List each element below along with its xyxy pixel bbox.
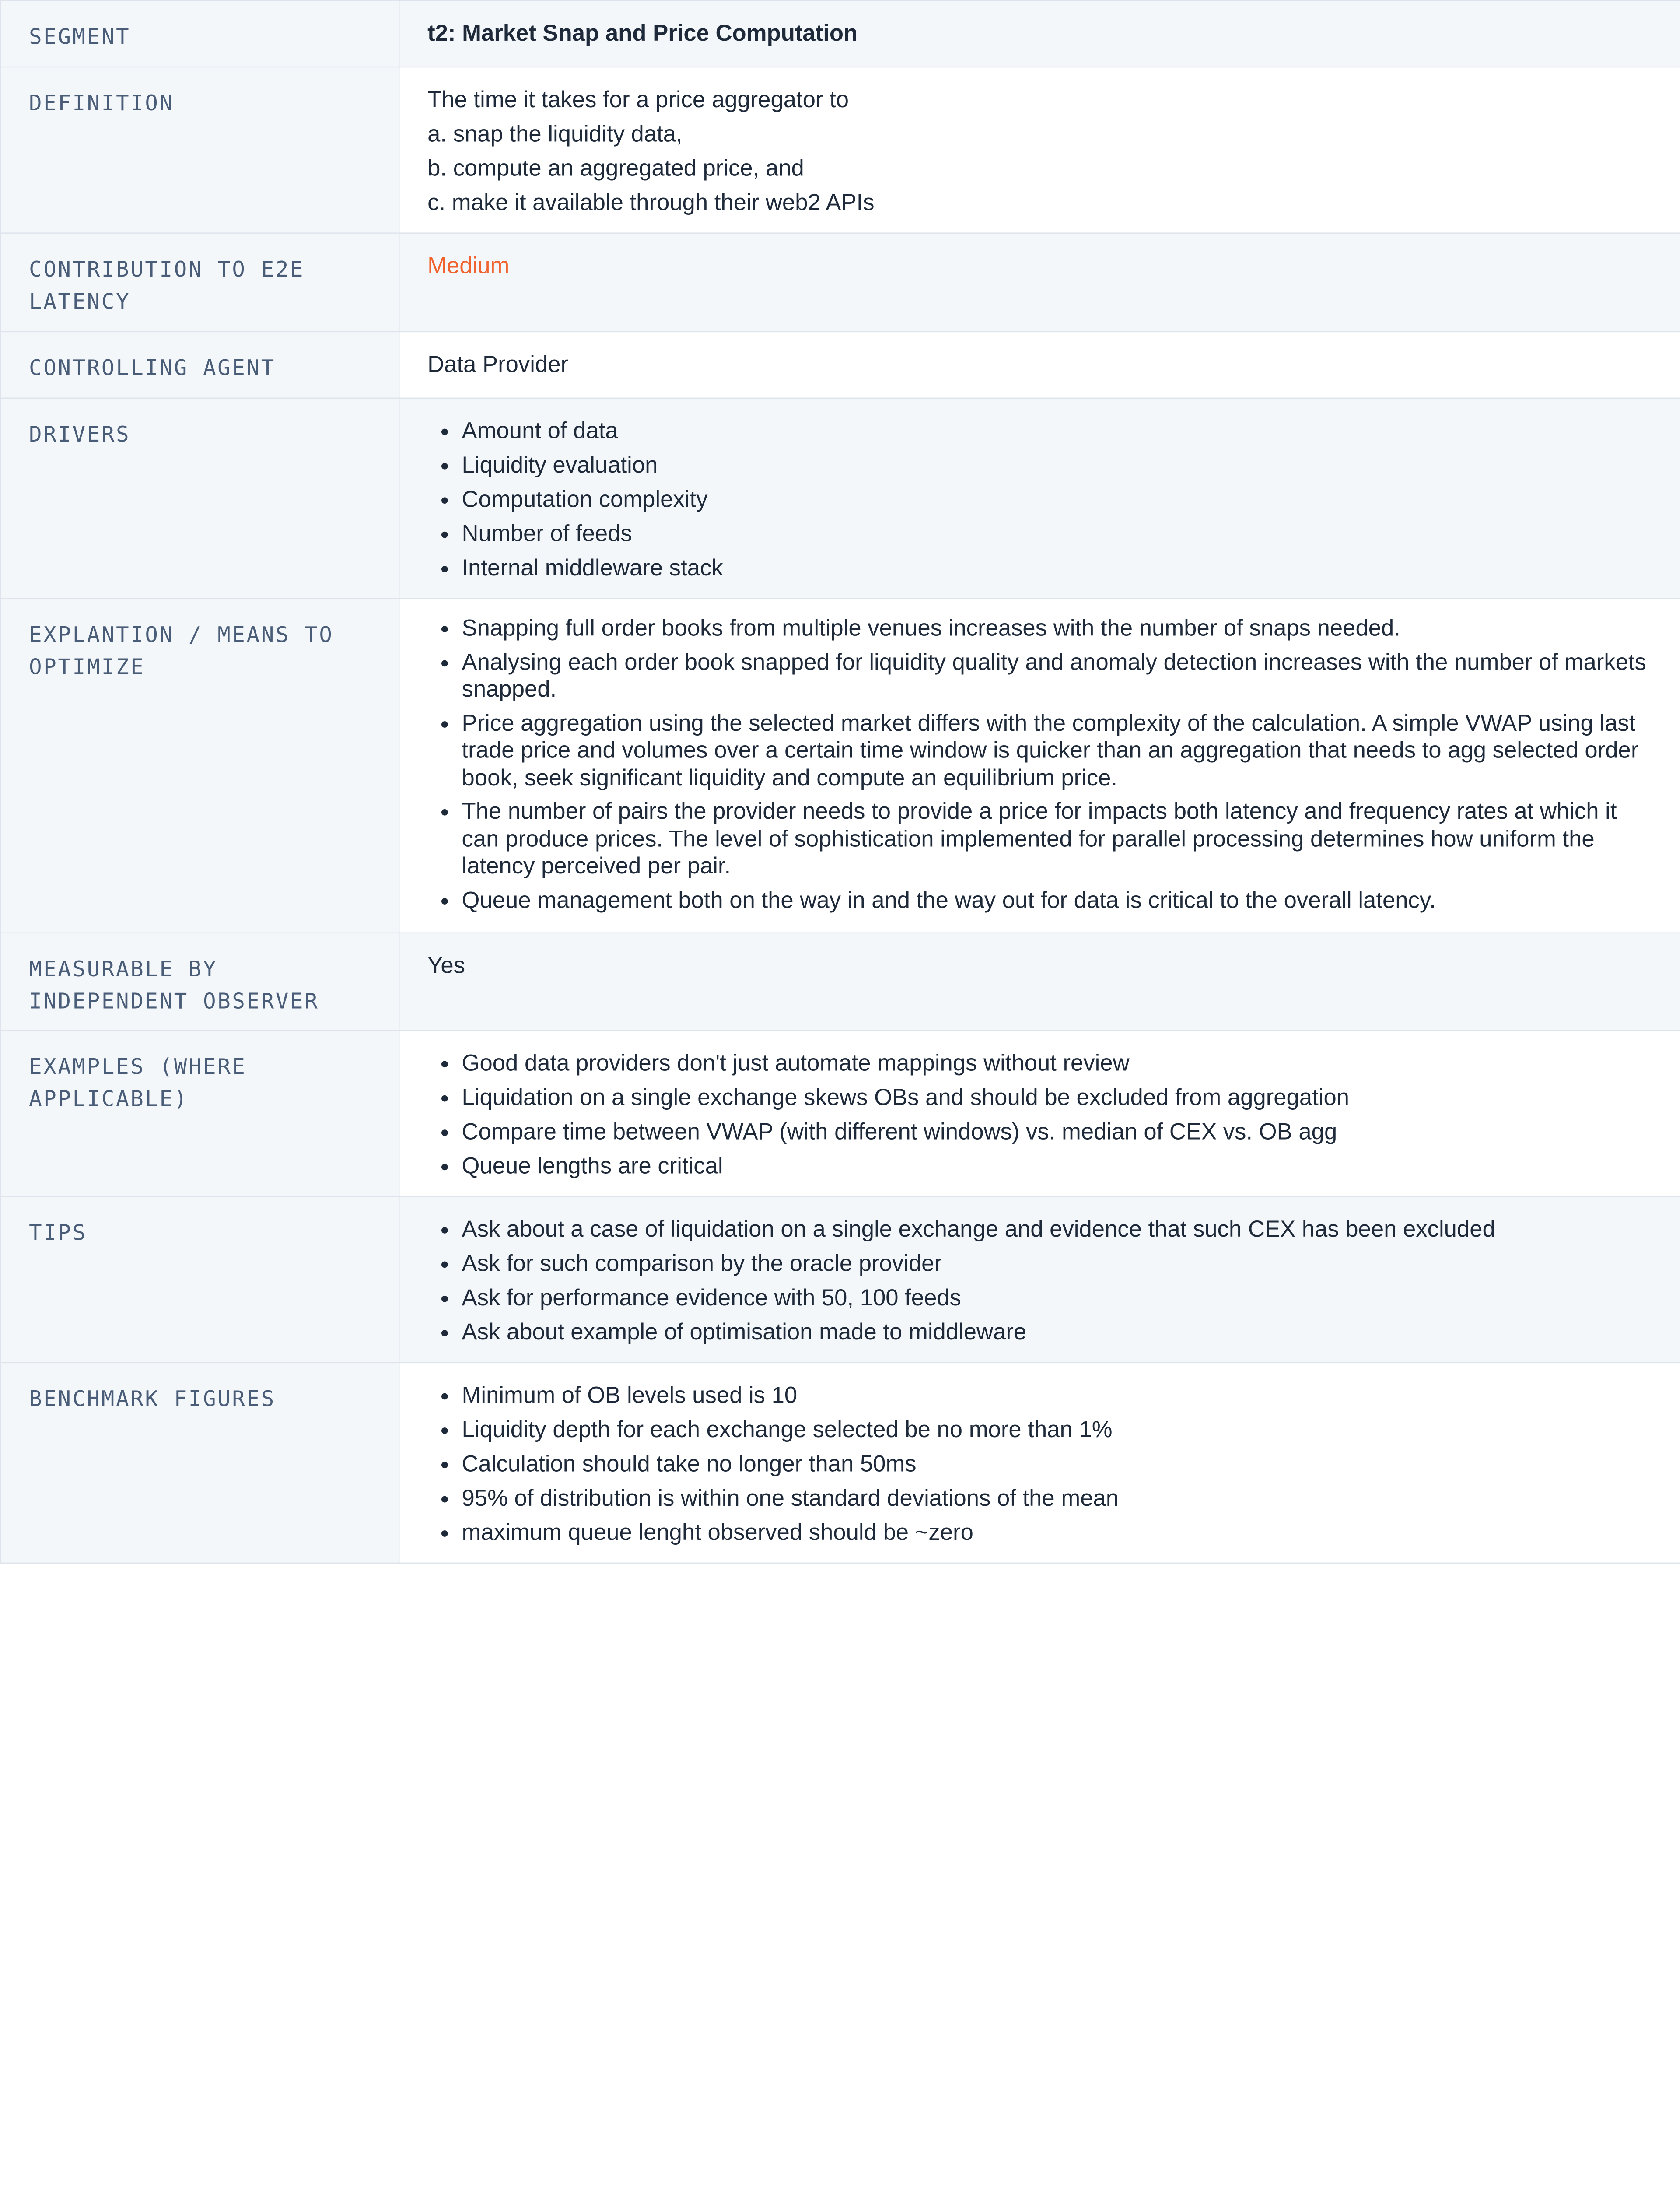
contribution-level: Medium xyxy=(427,252,510,279)
row-value xyxy=(399,233,1680,332)
row-value xyxy=(399,1031,1680,1197)
list-item: • Queue lengths are critical xyxy=(462,1149,1659,1183)
explanation-list xyxy=(427,612,1659,917)
definition-line: The time it takes for a price aggregator to xyxy=(427,87,849,113)
row-label: BENCHMARK FIGURES xyxy=(0,1363,399,1563)
row-value xyxy=(399,0,1680,67)
list-item: • Number of feeds xyxy=(462,516,1659,551)
table-row xyxy=(0,599,1680,933)
row-label: EXPLANTION / MEANS TO OPTIMIZE xyxy=(0,599,399,933)
row-label: EXAMPLES (WHERE APPLICABLE) xyxy=(0,1031,399,1197)
list-item: • Good data providers don't just automate mappings without review xyxy=(462,1046,1659,1080)
segment-title: t2: Market Snap and Price Computation xyxy=(427,20,858,46)
list-item: • Ask about a case of liquidation on a single exchange and evidence that such CEX has been excluded xyxy=(462,1212,1659,1246)
row-label: DRIVERS xyxy=(0,398,399,599)
list-item: • Minimum of OB levels used is 10 xyxy=(462,1378,1659,1412)
row-value: Data Provider xyxy=(399,332,1680,398)
row-value xyxy=(399,599,1680,933)
examples-list xyxy=(427,1046,1659,1183)
definition-line: b. compute an aggregated price, and xyxy=(427,155,804,181)
list-item: • Snapping full order books from multiple venues increases with the number of snaps needed. xyxy=(462,612,1659,645)
row-label: TIPS xyxy=(0,1196,399,1363)
list-item: • Ask for such comparison by the oracle provider xyxy=(462,1246,1659,1280)
row-value: Yes xyxy=(399,933,1680,1031)
list-item: • Liquidation on a single exchange skews OBs and should be excluded from aggregation xyxy=(462,1080,1659,1115)
definition-line: c. make it available through their web2 APIs xyxy=(427,189,875,216)
table-row xyxy=(0,233,1680,332)
list-item: • Analysing each order book snapped for liquidity quality and anomaly detection increases with the number of markets snapped. xyxy=(462,646,1659,707)
row-label: CONTROLLING AGENT xyxy=(0,332,399,398)
row-label: SEGMENT xyxy=(0,0,399,67)
table-row xyxy=(0,1196,1680,1363)
table-row xyxy=(0,933,1680,1031)
table-row xyxy=(0,1031,1680,1197)
benchmark-list xyxy=(427,1378,1659,1550)
list-item: • Liquidity depth for each exchange selected be no more than 1% xyxy=(462,1413,1659,1447)
list-item: • Ask for performance evidence with 50, 100 feeds xyxy=(462,1281,1659,1315)
list-item: • Liquidity evaluation xyxy=(462,448,1659,482)
list-item: • maximum queue lenght observed should be ~zero xyxy=(462,1515,1659,1550)
definition-line: a. snap the liquidity data, xyxy=(427,121,682,147)
list-item: • Queue management both on the way in and the way out for data is critical to the overall latency. xyxy=(462,884,1659,917)
row-value xyxy=(399,67,1680,233)
list-item: • Price aggregation using the selected market differs with the complexity of the calculation. A simple VWAP using last trade price and volumes over a certain time window is quicker than an aggregation that needs to agg selected order book, seek significant liquidity and compute an equilibrium price. xyxy=(462,707,1659,795)
list-item: • Compare time between VWAP (with different windows) vs. median of CEX vs. OB agg xyxy=(462,1115,1659,1149)
row-label: DEFINITION xyxy=(0,67,399,233)
row-label: CONTRIBUTION TO E2E LATENCY xyxy=(0,233,399,332)
list-item: • Calculation should take no longer than 50ms xyxy=(462,1447,1659,1481)
row-value xyxy=(399,1363,1680,1563)
list-item: • The number of pairs the provider needs to provide a price for impacts both latency and frequency rates at which it can produce prices. The level of sophistication implemented for parallel processing determines how uniform the latency perceived per pair. xyxy=(462,795,1659,884)
table-row xyxy=(0,67,1680,233)
table-row xyxy=(0,398,1680,599)
table-row xyxy=(0,0,1680,67)
list-item: • 95% of distribution is within one standard deviations of the mean xyxy=(462,1481,1659,1515)
row-label: MEASURABLE BY INDEPENDENT OBSERVER xyxy=(0,933,399,1031)
list-item: • Internal middleware stack xyxy=(462,551,1659,585)
drivers-list xyxy=(427,414,1659,585)
row-value xyxy=(399,398,1680,599)
table-row xyxy=(0,1363,1680,1563)
list-item: • Computation complexity xyxy=(462,482,1659,516)
row-value xyxy=(399,1196,1680,1363)
tips-list xyxy=(427,1212,1659,1349)
table-row xyxy=(0,332,1680,398)
list-item: • Amount of data xyxy=(462,414,1659,448)
list-item: • Ask about example of optimisation made to middleware xyxy=(462,1315,1659,1349)
